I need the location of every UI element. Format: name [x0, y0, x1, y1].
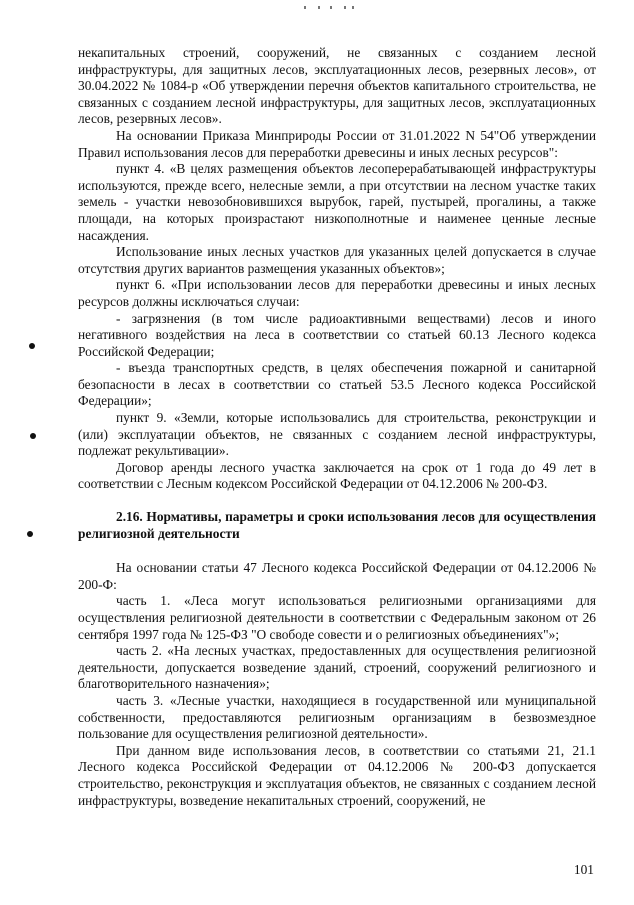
- page-number: 101: [573, 862, 594, 877]
- section-heading: 2.16. Нормативы, параметры и сроки использования лесов для осуществления религиозной деятельности: [78, 509, 596, 541]
- paragraph: часть 2. «На лесных участках, предоставленных для осуществления религиозной деятельности, допускается возведение зданий, строений, сооружений религиозного и благотворительного назначения»;: [78, 643, 596, 692]
- binding-hole-mark: [30, 433, 36, 439]
- binding-hole-mark: [27, 531, 33, 537]
- scan-artifact: [300, 6, 360, 10]
- paragraph: - въезда транспортных средств, в целях обеспечения пожарной и санитарной безопасности в лесах в соответствии со статьей 53.5 Лесного кодекса Российской Федерации»;: [78, 360, 596, 409]
- paragraph: Договор аренды лесного участка заключается на срок от 1 года до 49 лет в соответствии с Лесным кодексом Российской Федерации от 04.12.2006 № 200-ФЗ.: [78, 459, 596, 492]
- paragraph: некапитальных строений, сооружений, не связанных с созданием лесной инфраструктуры, для защитных лесов, эксплуатационных лесов, резервных лесов», от 30.04.2022 № 1084-р «Об утверждении перечня объектов капитального строительства, не связанных с созданием лесной инфраструктуры, для защитных лесов, эксплуатационных лесов, резервных лесов».: [78, 45, 596, 127]
- paragraph: пункт 9. «Земли, которые использовались для строительства, реконструкции и (или) эксплуатации объектов, не связанных с созданием лесной инфраструктуры, подлежат рекультивации».: [78, 410, 596, 459]
- paragraph: На основании статьи 47 Лесного кодекса Российской Федерации от 04.12.2006 № 200-Ф:: [78, 560, 596, 592]
- paragraph: пункт 4. «В целях размещения объектов лесоперерабатывающей инфраструктуры используются, прежде всего, нелесные земли, а при отсутствии на лесном участке таких земель - участки невозобновившихся вырубок, гарей, пустырей, прогалины, а также площади, на которых произрастают низкополнотные и наименее ценные лесные насаждения.: [78, 161, 596, 243]
- paragraph: часть 1. «Леса могут использоваться религиозными организациями для осуществления религиозной деятельности в соответствии с Федеральным законом от 26 сентября 1997 года № 125-ФЗ "О свободе совести и о религиозных объединениях"»;: [78, 593, 596, 642]
- paragraph: На основании Приказа Минприроды России от 31.01.2022 N 54"Об утверждении Правил использования лесов для переработки древесины и иных лесных ресурсов":: [78, 127, 596, 160]
- paragraph: - загрязнения (в том числе радиоактивными веществами) лесов и иного негативного воздействия на леса в соответствии со статьей 60.13 Лесного кодекса Российской Федерации;: [78, 310, 596, 359]
- document-body: [78, 45, 596, 809]
- paragraph: пункт 6. «При использовании лесов для переработки древесины и иных лесных ресурсов должны исключаться случаи:: [78, 277, 596, 309]
- paragraph: При данном виде использования лесов, в соответствии со статьями 21, 21.1 Лесного кодекса Российской Федерации от 04.12.2006 № 200-ФЗ допускается строительство, реконструкция и эксплуатация объектов, не связанных с созданием лесной инфраструктуры, возведение некапитальных строений, сооружений, не: [78, 742, 596, 808]
- paragraph: часть 3. «Лесные участки, находящиеся в государственной или муниципальной собственности, предоставляются религиозным организациям в безвозмездное пользование для осуществления религиозной деятельности».: [78, 692, 596, 742]
- binding-hole-mark: [29, 343, 35, 349]
- paragraph: Использование иных лесных участков для указанных целей допускается в случае отсутствия других вариантов размещения указанных объектов»;: [78, 244, 596, 276]
